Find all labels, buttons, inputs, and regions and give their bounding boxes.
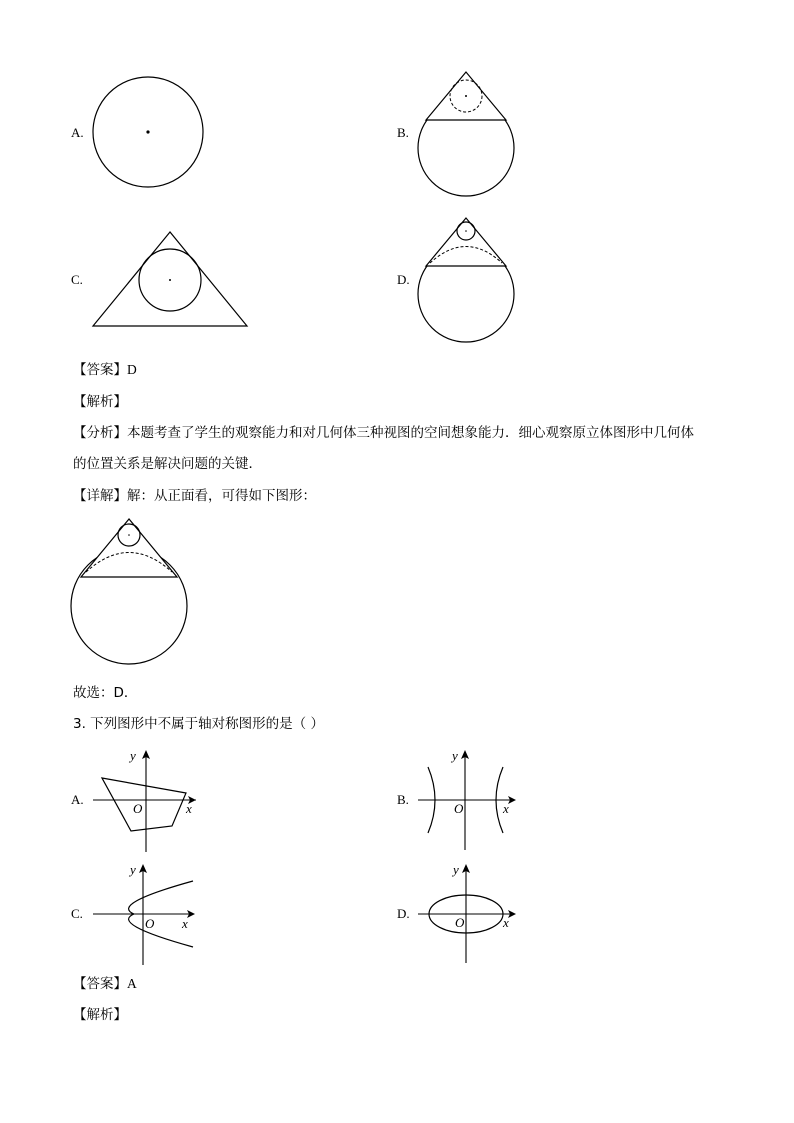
axis-origin-label: O [455, 915, 465, 930]
axis-x-label: x [503, 915, 509, 930]
axis-origin-label: O [145, 916, 155, 931]
q2-option-a-label: A. [71, 125, 84, 140]
axis-x-label: x [186, 801, 192, 816]
q2-option-d-label: D. [397, 272, 410, 287]
q2-choose: 故选：D． [73, 685, 138, 701]
q3-option-c-label: C. [71, 906, 83, 921]
q3-stem: 3. 下列图形中不属于轴对称图形的是（ ） [73, 716, 324, 732]
q2-option-b-label: B. [397, 125, 409, 140]
answer-tag: 【答案】 [73, 976, 127, 992]
axis-origin-label: O [454, 801, 464, 816]
q3-answer [73, 972, 137, 992]
axis-x-label: x [182, 916, 188, 931]
detail-tag: 【详解】 [73, 488, 127, 504]
detail-text: 解：从正面看，可得如下图形： [127, 488, 316, 504]
axis-y-label: y [130, 862, 136, 877]
answer-value: A [127, 976, 137, 991]
q2-fenxi-line2: 的位置关系是解决问题的关键． [73, 456, 262, 472]
q3-option-a-label: A. [71, 792, 84, 807]
axis-x-label: x [503, 801, 509, 816]
q2-analysis-tag: 【解析】 [73, 394, 127, 410]
axis-y-label: y [130, 748, 136, 763]
axis-origin-label: O [133, 801, 143, 816]
q3-option-b-label: B. [397, 792, 409, 807]
q3-option-d-label: D. [397, 906, 410, 921]
q2-option-c-label: C. [71, 272, 83, 287]
fenxi-text-1: 本题考查了学生的观察能力和对几何体三种视图的空间想象能力．细心观察原立体图形中几何体 [127, 425, 694, 441]
axis-y-label: y [452, 748, 458, 763]
answer-value: D [127, 362, 137, 377]
q3-analysis-tag: 【解析】 [73, 1007, 127, 1023]
answer-tag: 【答案】 [73, 362, 127, 378]
axis-y-label: y [453, 862, 459, 877]
fenxi-tag: 【分析】 [73, 425, 127, 441]
